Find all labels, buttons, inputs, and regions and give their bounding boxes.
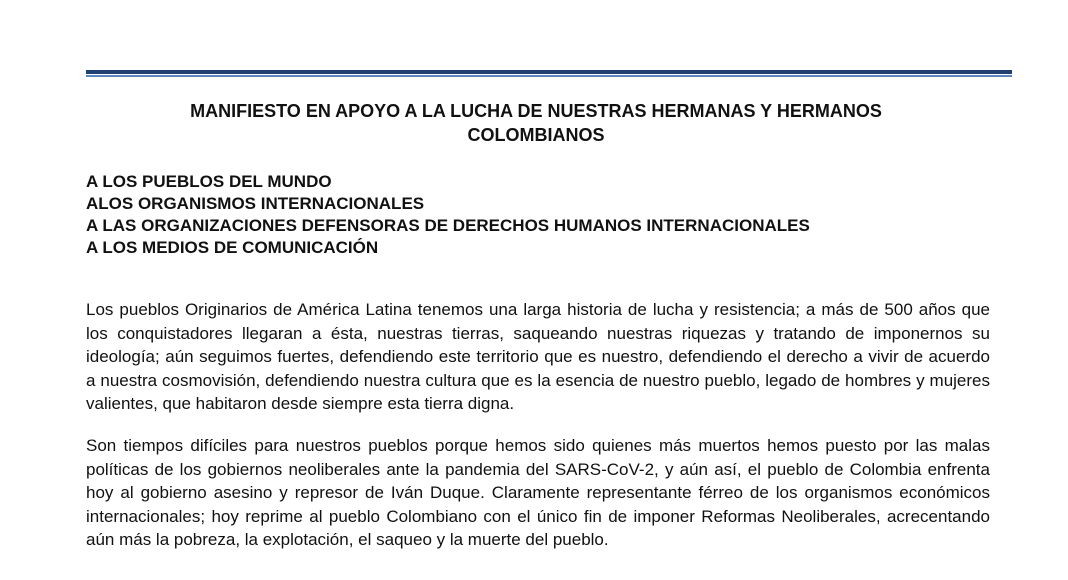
- body-paragraph-2: Son tiempos difíciles para nuestros pueblos porque hemos sido quienes más muertos hemos puesto por las malas políticas de los gobiernos neoliberales ante la pandemia del SARS-CoV-2, y aún así, el pueblo de Colombia enfrenta hoy al gobierno asesino y represor de Iván Duque. Claramente representante férreo de los organismos económicos internacionales; hoy reprime al pueblo Colombiano con el único fin de imponer Reformas Neoliberales, acrecentando aún más la pobreza, la explotación, el saqueo y la muerte del pueblo.: [86, 436, 990, 549]
- document-title-line-1: MANIFIESTO EN APOYO A LA LUCHA DE NUESTRAS HERMANAS Y HERMANOS: [190, 101, 882, 121]
- document-title-line-2: COLOMBIANOS: [467, 125, 605, 145]
- header-rule: [86, 70, 1012, 78]
- addressee-item: A LOS PUEBLOS DEL MUNDO: [86, 172, 332, 191]
- addressee-item: ALOS ORGANISMOS INTERNACIONALES: [86, 194, 425, 213]
- addressee-item: A LOS MEDIOS DE COMUNICACIÓN: [86, 238, 379, 257]
- document-title: [86, 99, 986, 147]
- addressee-item: A LAS ORGANIZACIONES DEFENSORAS DE DERECHOS HUMANOS INTERNACIONALES: [86, 216, 810, 235]
- addressee-list: [86, 171, 986, 259]
- body-paragraph-1: Los pueblos Originarios de América Latina tenemos una larga historia de lucha y resistencia; a más de 500 años que los conquistadores llegaran a ésta, nuestras tierras, saqueando nuestras riquezas y tratando de imponernos su ideología; aún seguimos fuertes, defendiendo este territorio que es nuestro, defendiendo el derecho a vivir de acuerdo a nuestra cosmovisión, defendiendo nuestra cultura que es la esencia de nuestro pueblo, legado de hombres y mujeres valientes, que habitaron desde siempre esta tierra digna.: [86, 300, 990, 413]
- header-rule-thin: [86, 75, 1012, 77]
- header-rule-thick: [86, 70, 1012, 74]
